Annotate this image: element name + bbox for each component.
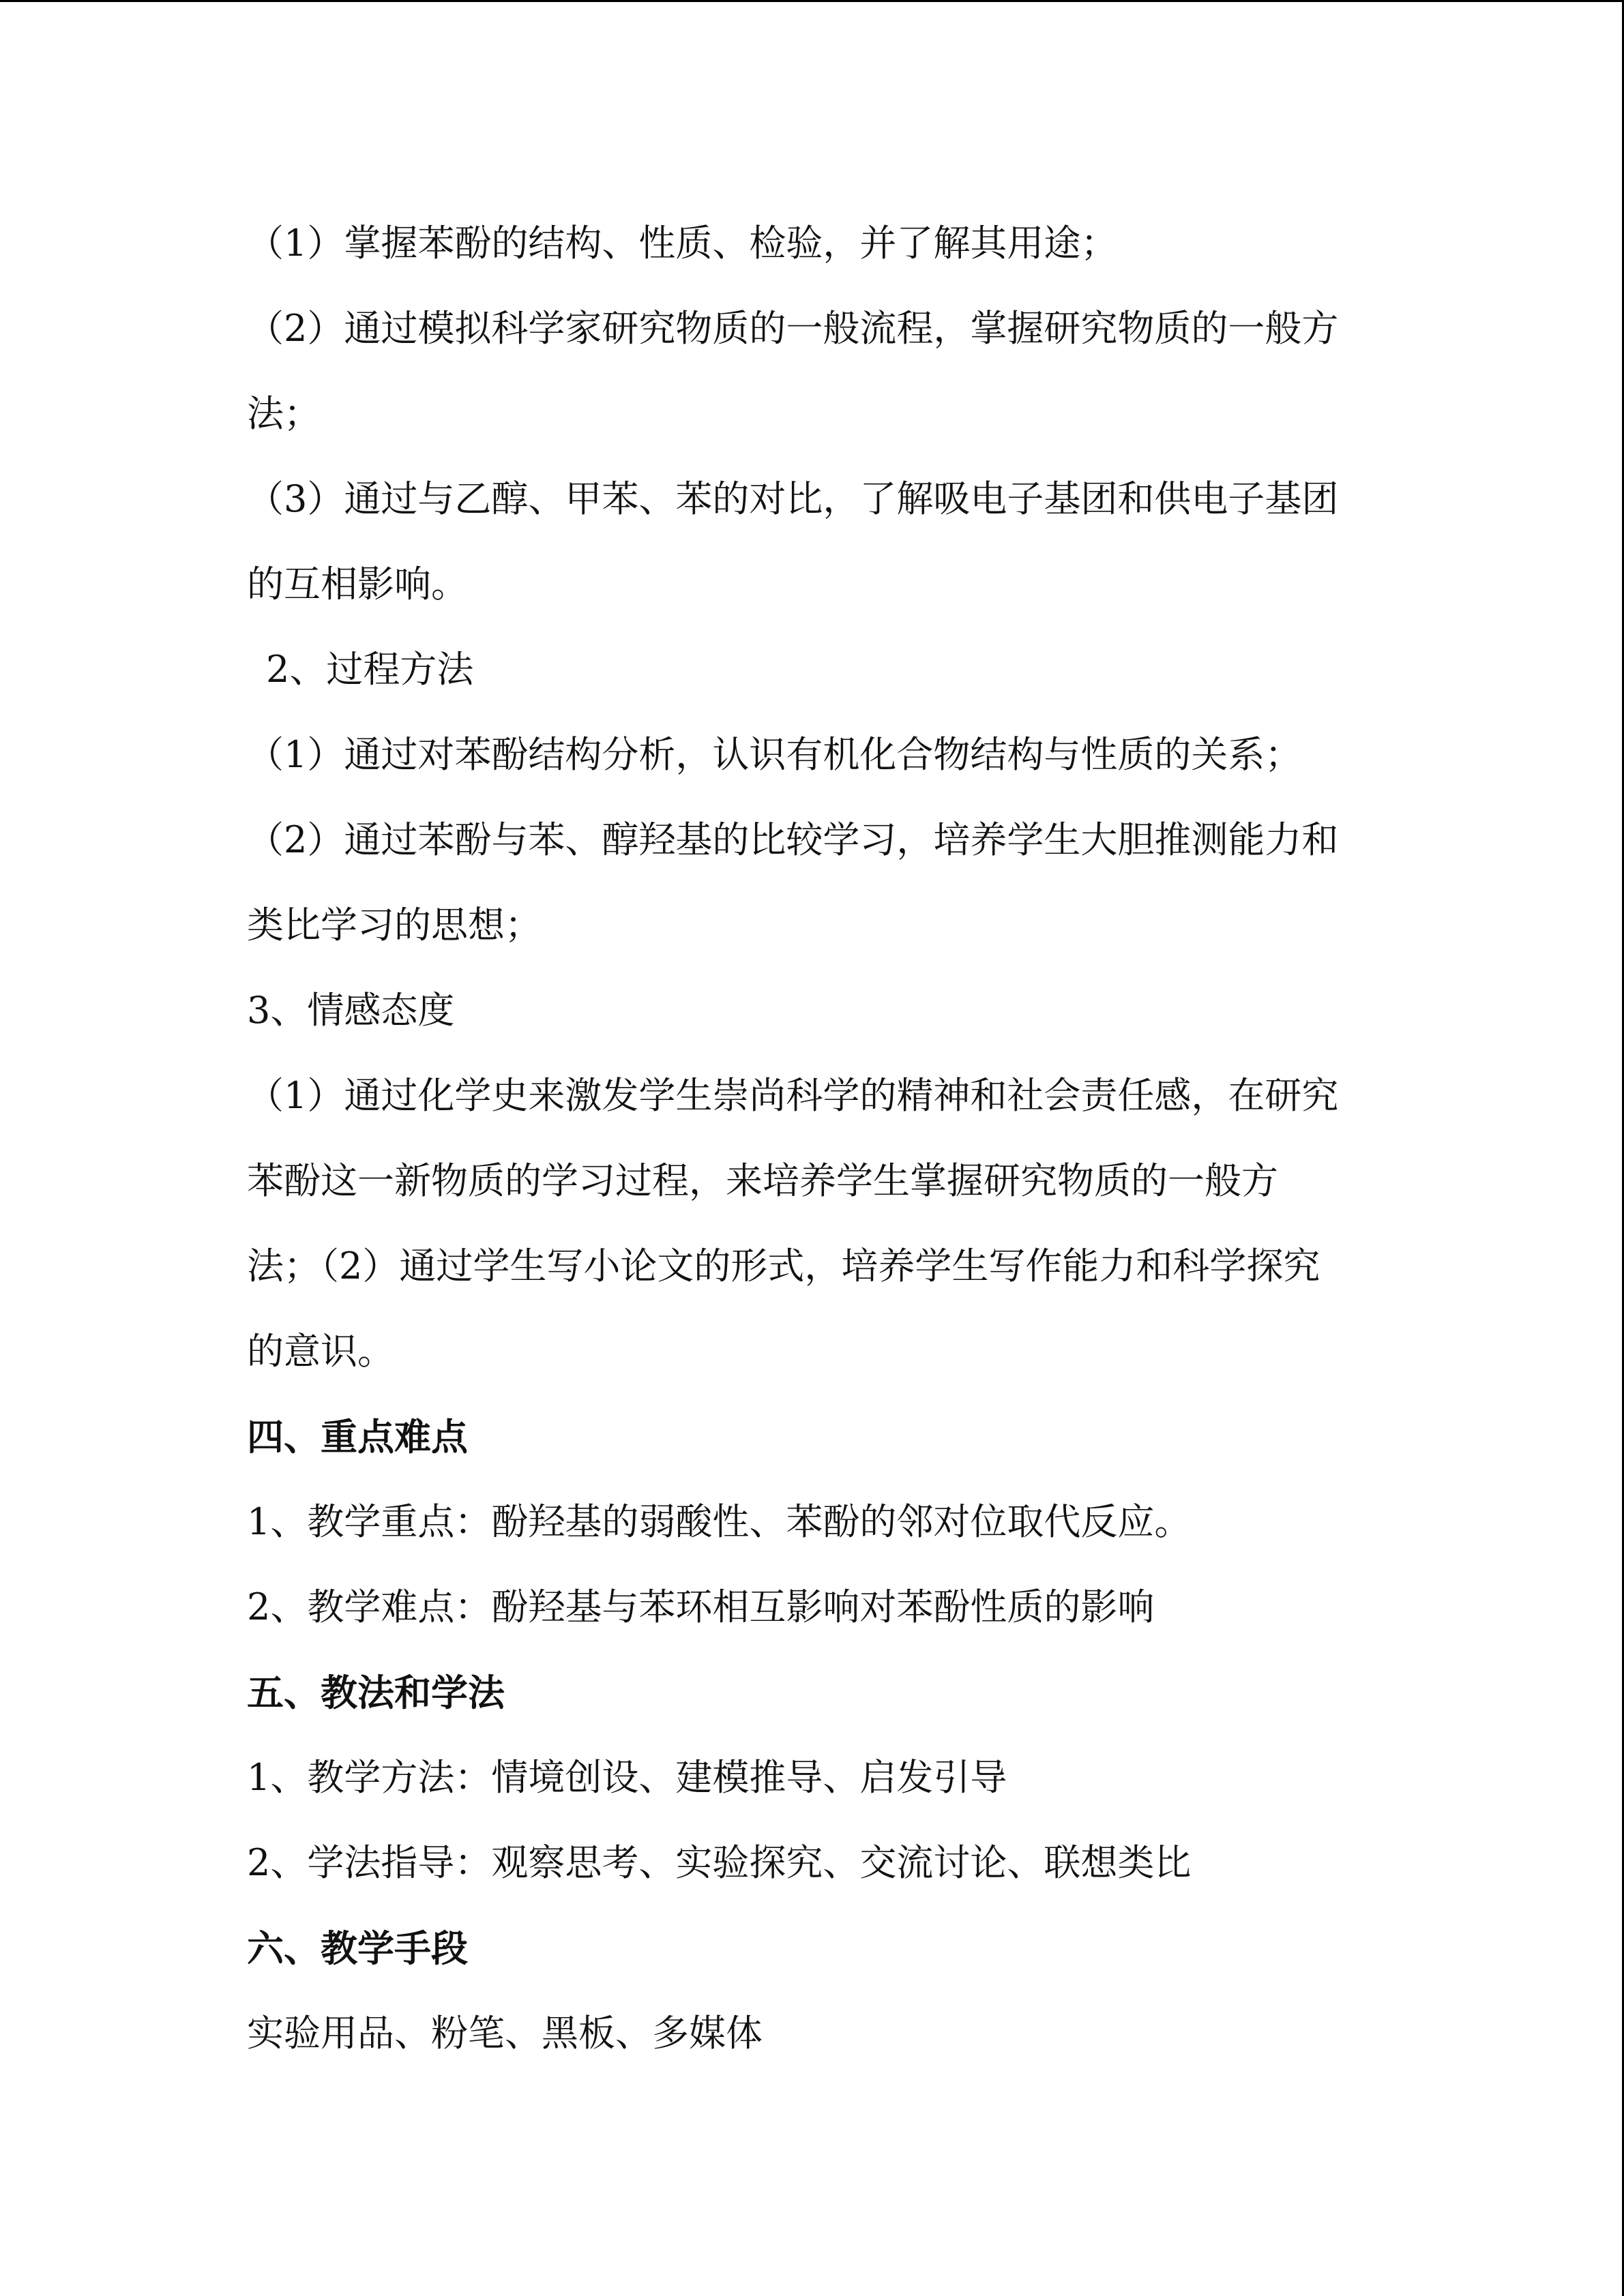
- teaching-method: 1、教学方法：情境创设、建模推导、启发引导: [247, 1756, 1007, 1799]
- section-heading-teaching-means: 六、教学手段: [247, 1926, 468, 1970]
- objective-knowledge-3: （3）通过与乙醇、甲苯、苯的对比，了解吸电子基团和供电子基团: [247, 477, 1339, 520]
- section-heading-key-points: 四、重点难点: [247, 1415, 468, 1459]
- teaching-means-list: 实验用品、粉笔、黑板、多媒体: [247, 2012, 763, 2055]
- key-point-difficulty: 2、教学难点：酚羟基与苯环相互影响对苯酚性质的影响: [247, 1585, 1155, 1628]
- objective-process-1: （1）通过对苯酚结构分析，认识有机化合物结构与性质的关系；: [247, 733, 1302, 776]
- objective-knowledge-1: （1）掌握苯酚的结构、性质、检验，并了解其用途；: [247, 222, 1118, 265]
- objective-emotion-2: 法；（2）通过学生写小论文的形式，培养学生写作能力和科学探究: [247, 1244, 1320, 1287]
- section-heading-methods: 五、教法和学法: [247, 1671, 505, 1714]
- objective-emotion-1: （1）通过化学史来激发学生崇尚科学的精神和社会责任感，在研究: [247, 1074, 1339, 1117]
- objective-knowledge-2: （2）通过模拟科学家研究物质的一般流程，掌握研究物质的一般方: [247, 307, 1339, 350]
- objective-process-2-cont: 类比学习的思想；: [247, 904, 542, 946]
- objective-knowledge-3-cont: 的互相影响。: [247, 563, 468, 606]
- learning-method: 2、学法指导：观察思考、实验探究、交流讨论、联想类比: [247, 1841, 1192, 1884]
- objective-process-2: （2）通过苯酚与苯、醇羟基的比较学习，培养学生大胆推测能力和: [247, 818, 1339, 861]
- subheading-process-method: 2、过程方法: [266, 648, 474, 691]
- objective-emotion-2-cont: 的意识。: [247, 1330, 394, 1373]
- subheading-emotion-attitude: 3、情感态度: [247, 989, 455, 1032]
- objective-knowledge-2-cont: 法；: [247, 392, 321, 435]
- key-point-focus: 1、教学重点：酚羟基的弱酸性、苯酚的邻对位取代反应。: [247, 1500, 1192, 1543]
- objective-emotion-1-cont: 苯酚这一新物质的学习过程，来培养学生掌握研究物质的一般方: [247, 1159, 1278, 1202]
